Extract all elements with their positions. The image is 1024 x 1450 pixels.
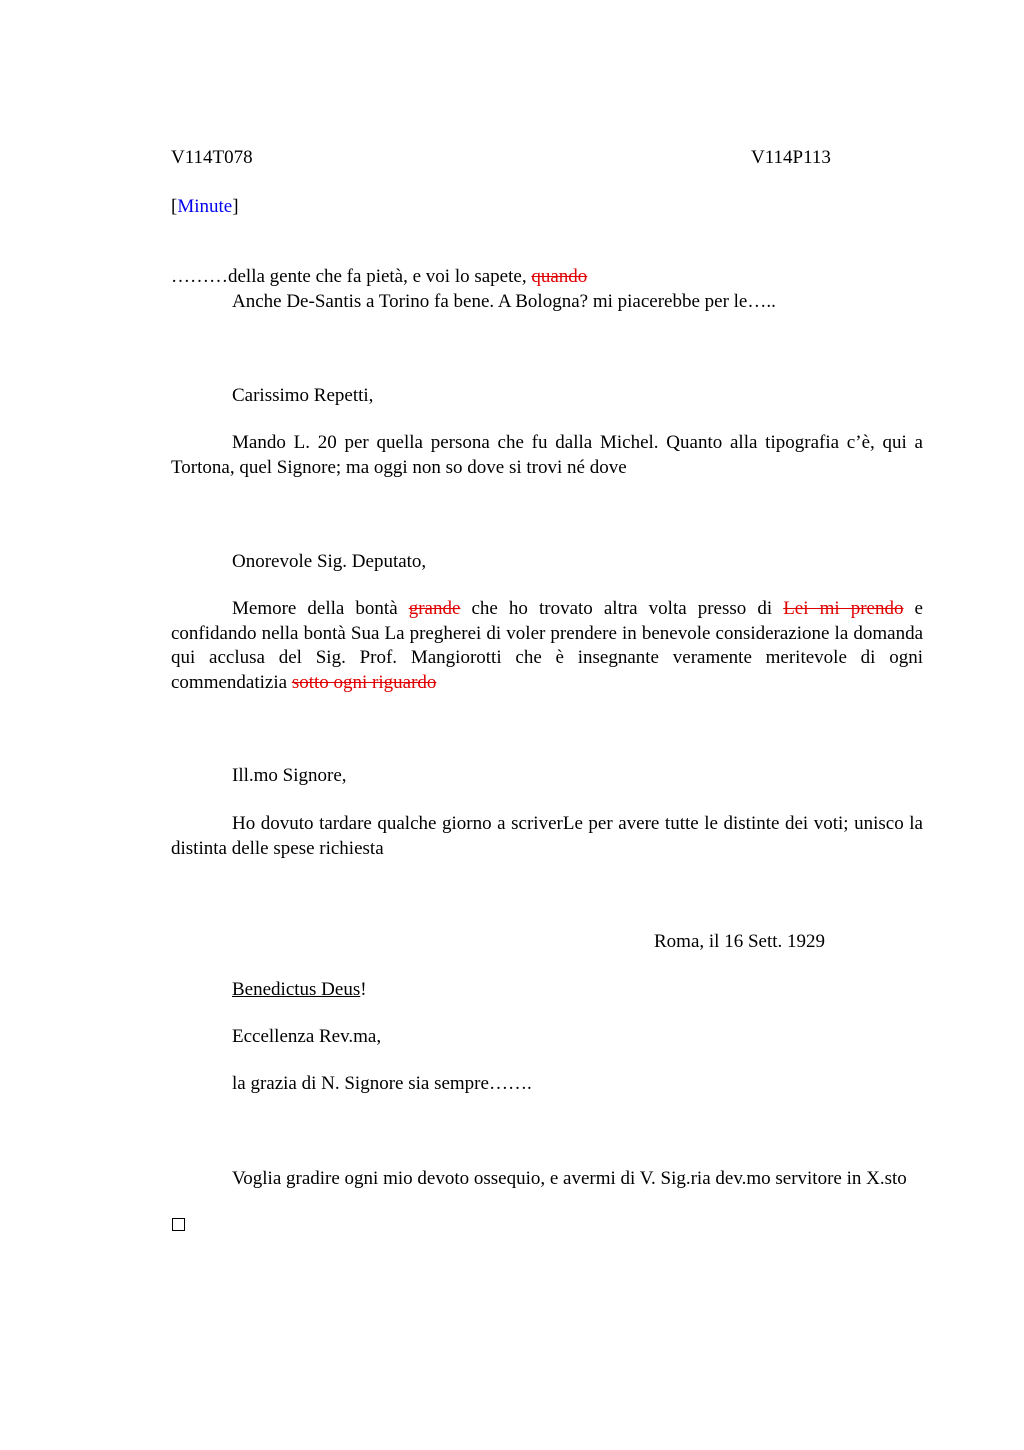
minute-tag — [171, 195, 239, 219]
letter1-body: Mando L. 20 per quella persona che fu dalla Michel. Quanto alla tipografia c’è, qui a Tortona, quel Signore; ma oggi non so dove si trovi né dove — [171, 432, 923, 478]
letter2-deleted-lei-mi-prendo: Lei mi prendo — [783, 598, 904, 619]
letter2-text-part3: e confidando nella bontà Sua La pregherei di voler prendere in benevole considerazione la domanda qui acclusa del Sig. Prof. Mangiorotti che è insegnante veramente meritevole di ogni commendatizia — [171, 598, 923, 693]
right-document-code: V114P113 — [751, 147, 831, 168]
fragment1-deleted-word: quando — [531, 266, 588, 287]
fragment1-line2: Anche De-Santis a Torino fa bene. A Bologna? mi piacerebbe per le….. — [232, 291, 776, 312]
letter4-salutation: Eccellenza Rev.ma, — [232, 1026, 382, 1047]
letter4-date: Roma, il 16 Sett. 1929 — [654, 931, 825, 952]
letter4-motto-line — [232, 978, 367, 1002]
minute-label: Minute — [177, 196, 233, 217]
fragment1-lead: ………della gente che fa pietà, e voi lo sapete, — [171, 266, 532, 287]
letter2-deleted-sotto-ogni-riguardo: sotto ogni riguardo — [291, 671, 437, 693]
letter2-text-part1: Memore della bontà — [232, 598, 409, 619]
left-document-code: V114T078 — [171, 147, 253, 168]
letter1-salutation: Carissimo Repetti, — [232, 385, 374, 406]
letter3-salutation: Ill.mo Signore, — [232, 765, 347, 786]
letter3-body: Ho dovuto tardare qualche giorno a scriverLe per avere tutte le distinte dei voti; unisco la distinta delle spese richiesta — [171, 813, 923, 859]
letter4-motto-exclamation: ! — [360, 979, 367, 1000]
letter2-deleted-grande: grande — [408, 598, 461, 619]
tag-open-bracket: [ — [171, 196, 178, 217]
letter2-body — [171, 597, 923, 695]
letter2-salutation: Onorevole Sig. Deputato, — [232, 551, 427, 572]
letter2-text-part2: che ho trovato altra volta presso di — [460, 598, 784, 619]
closing-body: Voglia gradire ogni mio devoto ossequio, e avermi di V. Sig.ria dev.mo servitore in X.sto — [232, 1168, 907, 1189]
tag-close-bracket: ] — [232, 196, 239, 217]
end-square-mark — [172, 1218, 185, 1231]
letter4-motto: Benedictus Deus — [232, 979, 361, 1000]
fragment1-line1 — [171, 265, 587, 289]
letter4-body: la grazia di N. Signore sia sempre……. — [232, 1073, 532, 1094]
